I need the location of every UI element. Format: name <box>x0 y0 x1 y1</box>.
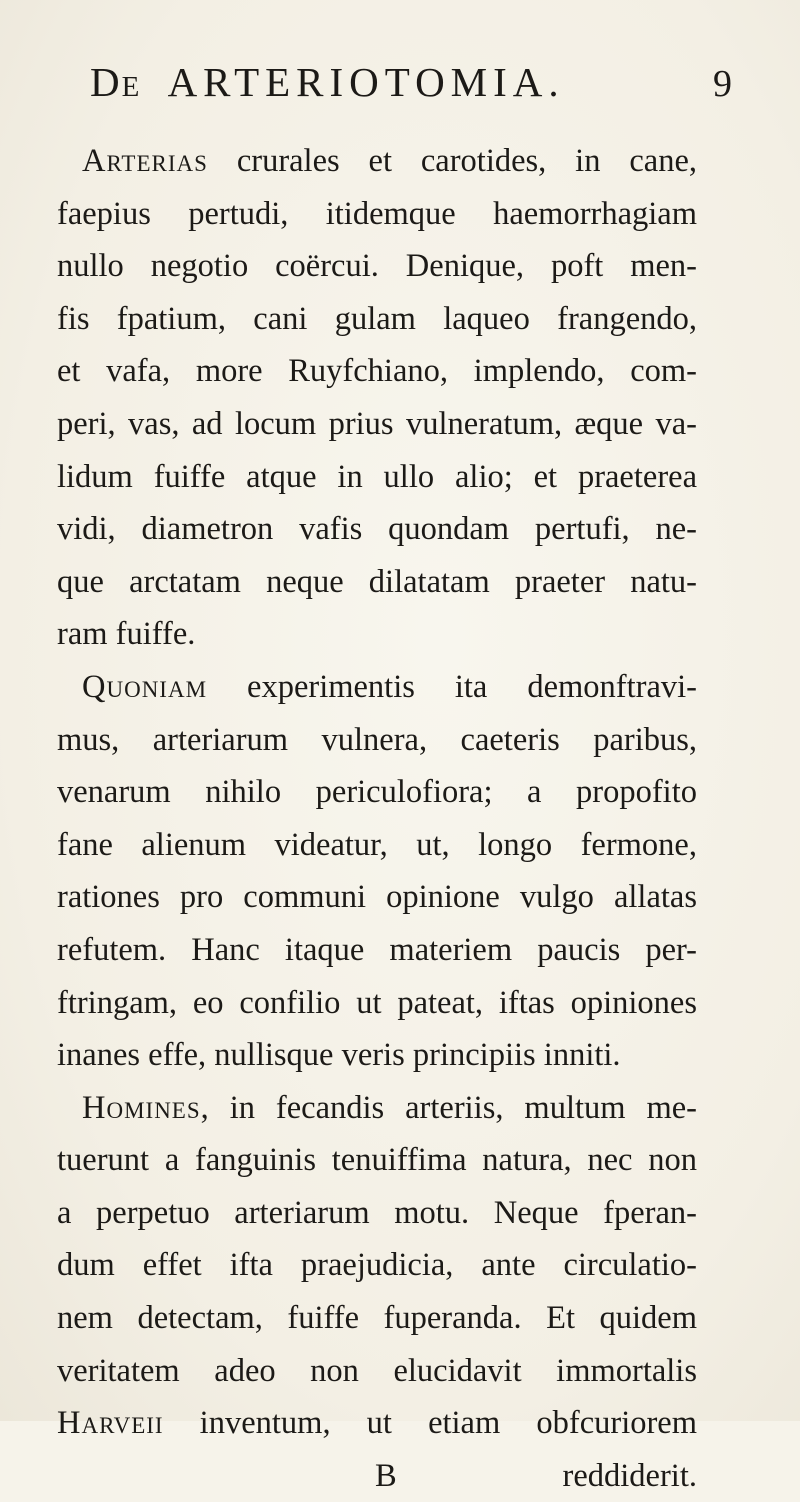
text-line: Homines, in fecandis arteriis, multum me- <box>82 1089 697 1126</box>
text-line: Arterias crurales et carotides, in cane, <box>82 143 697 179</box>
catchword: reddiderit. <box>562 1457 697 1494</box>
text-line: Quoniam experimentis ita demonftravi- <box>82 668 697 705</box>
paragraph-lead-word: Arterias <box>82 143 208 179</box>
paragraph-lead-word: Homines <box>82 1089 201 1126</box>
text-line: mus, arteriarum vulnera, caeteris paribus, <box>57 721 697 758</box>
text-line: venarum nihilo periculofiora; a propofito <box>57 774 697 811</box>
text-line: rationes pro communi opinione vulgo allatas <box>57 879 697 916</box>
text-line: Harveii inventum, ut etiam obfcuriorem <box>57 1405 697 1442</box>
paragraph-lead-word: Harveii <box>57 1405 164 1442</box>
running-title-main: ARTERIOTOMIA. <box>167 59 565 105</box>
text-line: fane alienum videatur, ut, longo fermone, <box>57 826 697 863</box>
text-line: lidum fuiffe atque in ullo alio; et praeterea <box>57 458 697 495</box>
text-line: nem detectam, fuiffe fuperanda. Et quidem <box>57 1300 697 1337</box>
page-number: 9 <box>713 63 732 105</box>
text-line: inanes effe, nullisque veris principiis inniti. <box>57 1037 621 1074</box>
text-line: ram fuiffe. <box>57 616 196 653</box>
running-title-prefix: De <box>90 59 142 105</box>
signature-mark: B <box>375 1457 397 1494</box>
text-line: dum effet ifta praejudicia, ante circulatio- <box>57 1247 697 1284</box>
text-line: refutem. Hanc itaque materiem paucis per- <box>57 931 697 968</box>
text-line: nullo negotio coërcui. Denique, poft men- <box>57 248 697 285</box>
text-line: tuerunt a fanguinis tenuiffima natura, nec non <box>57 1142 697 1179</box>
text-line: peri, vas, ad locum prius vulneratum, æque va- <box>57 405 697 442</box>
text-line: faepius pertudi, itidemque haemorrhagiam <box>57 195 697 232</box>
text-line: vidi, diametron vafis quondam pertufi, ne- <box>57 511 697 548</box>
text-line: veritatem adeo non elucidavit immortalis <box>57 1352 697 1389</box>
paragraph-lead-word: Quoniam <box>82 668 208 705</box>
text-line: que arctatam neque dilatatam praeter natu- <box>57 563 697 600</box>
text-line: fis fpatium, cani gulam laqueo frangendo, <box>57 300 697 337</box>
running-head <box>90 58 732 118</box>
body-text <box>57 135 697 1502</box>
text-line: et vafa, more Ruyfchiano, implendo, com- <box>57 353 697 390</box>
text-line: a perpetuo arteriarum motu. Neque fperan- <box>57 1194 697 1231</box>
page-footer <box>57 1450 697 1502</box>
running-title <box>90 58 565 106</box>
text-line: ftringam, eo confilio ut pateat, iftas opiniones <box>57 984 697 1021</box>
